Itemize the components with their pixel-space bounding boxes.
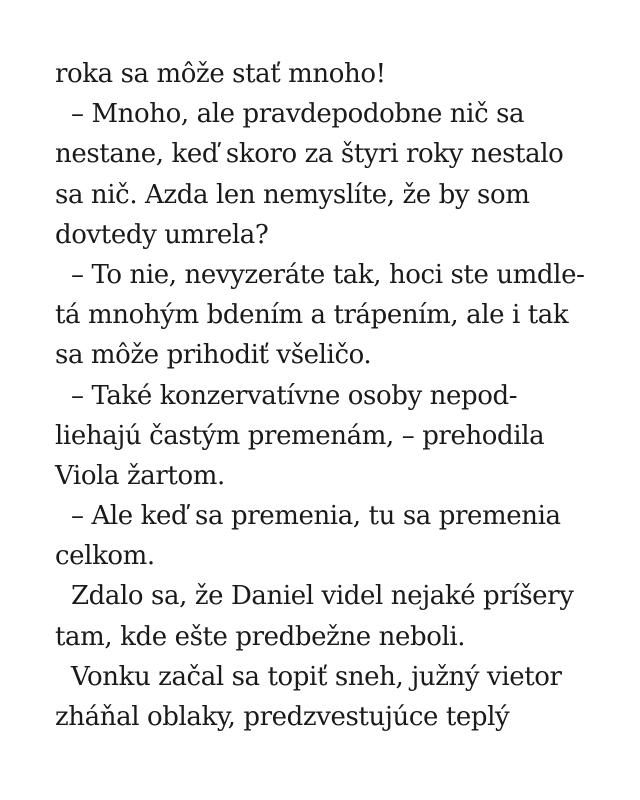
text-line: nestane, keď skoro za štyri roky nestalo: [55, 139, 564, 170]
text-line: tam, kde ešte predbežne neboli.: [55, 621, 466, 652]
text-line: sa nič. Azda len nemyslíte, že by som: [55, 179, 530, 210]
text-line: Zdalo sa, že Daniel videl nejaké príšery: [71, 581, 574, 612]
text-line: tá mnohým bdením a trápením, ale i tak: [55, 300, 569, 331]
text-line: Viola žartom.: [55, 460, 225, 491]
text-line: roka sa môže stať mnoho!: [55, 59, 386, 89]
text-line: Vonku začal sa topiť sneh, južný vietor: [71, 661, 562, 692]
text-line: dovtedy umrela?: [55, 219, 269, 250]
text-line: – Mnoho, ale pravdepodobne nič sa: [71, 99, 525, 130]
body-text: [55, 54, 595, 737]
text-line: zháňal oblaky, predzvestujúce teplý: [55, 702, 510, 732]
text-line: – Také konzervatívne osoby nepod-: [71, 380, 518, 411]
text-line: – Ale keď sa premenia, tu sa premenia: [71, 501, 561, 532]
text-line: liehajú častým premenám, – prehodila: [55, 420, 545, 451]
text-line: – To nie, nevyzeráte tak, hoci ste umdle-: [71, 259, 585, 290]
text-line: celkom.: [55, 541, 155, 572]
text-line: sa môže prihodiť všeličo.: [55, 340, 372, 371]
